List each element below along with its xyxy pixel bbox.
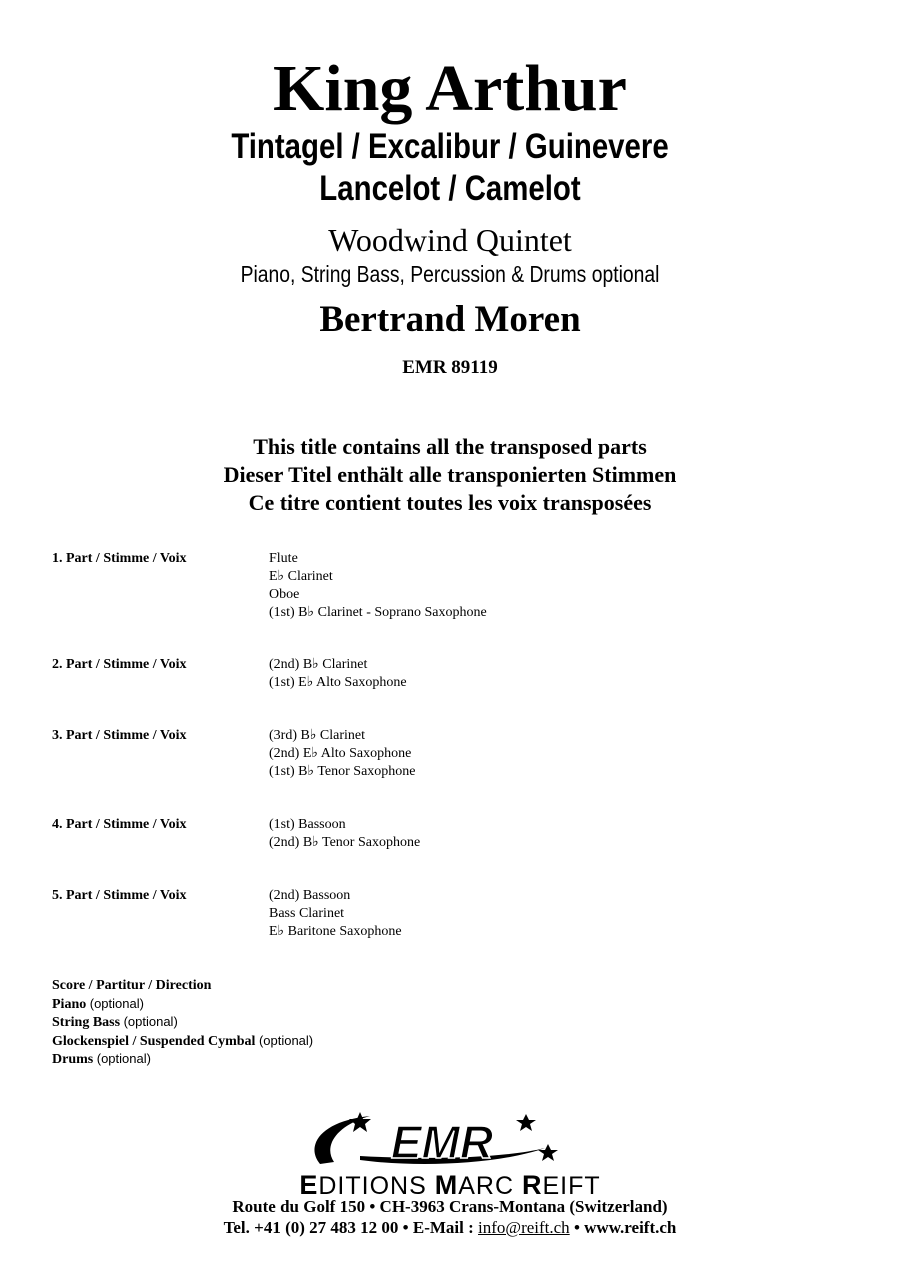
part-instrument: (1st) Bassoon xyxy=(269,817,346,832)
part-instrument: Oboe xyxy=(269,587,300,602)
star-icon xyxy=(516,1114,536,1131)
publisher-contact xyxy=(0,1217,900,1239)
part-1-label: 1. Part / Stimme / Voix xyxy=(52,551,187,566)
extra-item-note: (optional) xyxy=(89,995,144,1011)
emr-logo xyxy=(300,1106,570,1172)
extra-item xyxy=(52,1032,313,1051)
star-icon xyxy=(538,1144,558,1161)
publisher-initial-e: E xyxy=(299,1170,319,1200)
ensemble: Woodwind Quintet xyxy=(328,222,572,258)
notice-french: Ce titre contient toutes les voix transposées xyxy=(248,490,652,515)
part-instrument: (3rd) B♭ Clarinet xyxy=(269,728,366,743)
part-instrument: (2nd) B♭ Clarinet xyxy=(269,657,368,672)
publisher-initial-m: M xyxy=(434,1170,459,1200)
part-4-label: 4. Part / Stimme / Voix xyxy=(52,817,187,832)
extra-item xyxy=(52,1050,313,1069)
part-instrument: (1st) B♭ Clarinet - Soprano Saxophone xyxy=(269,605,487,620)
publisher-part-1: DITIONS xyxy=(318,1172,435,1200)
part-instrument: (2nd) B♭ Tenor Saxophone xyxy=(269,835,421,850)
part-instrument: Bass Clarinet xyxy=(269,906,345,921)
part-3-instruments xyxy=(269,727,416,781)
extra-item-note: (optional) xyxy=(258,1032,314,1048)
extra-item-name: Glockenspiel / Suspended Cymbal xyxy=(52,1033,256,1049)
part-2-label: 2. Part / Stimme / Voix xyxy=(52,657,187,672)
publisher-initial-r: R xyxy=(521,1170,543,1200)
part-4-instruments xyxy=(269,816,420,852)
subtitle-line-2: Lancelot / Camelot xyxy=(319,169,581,208)
part-instrument: (2nd) E♭ Alto Saxophone xyxy=(269,746,412,761)
subtitle-line-1: Tintagel / Excalibur / Guinevere xyxy=(231,127,669,166)
extra-item-name: Drums xyxy=(52,1052,94,1067)
notice-english: This title contains all the transposed parts xyxy=(253,434,647,459)
publisher-part-3: EIFT xyxy=(542,1172,601,1200)
part-instrument: (2nd) Bassoon xyxy=(269,888,351,903)
catalog-number: EMR 89119 xyxy=(402,357,498,378)
part-instrument: (1st) B♭ Tenor Saxophone xyxy=(269,764,416,779)
composer: Bertrand Moren xyxy=(319,299,581,340)
extra-item xyxy=(52,1013,313,1032)
optional-instruments: Piano, String Bass, Percussion & Drums optional xyxy=(240,261,660,287)
contact-website: • www.reift.ch xyxy=(569,1218,677,1237)
part-2-instruments xyxy=(269,656,407,692)
contact-phone: Tel. +41 (0) 27 483 12 00 • E-Mail : xyxy=(223,1218,479,1237)
part-instrument: Flute xyxy=(269,551,298,566)
extra-parts-list xyxy=(52,977,313,1069)
part-instrument: E♭ Clarinet xyxy=(269,569,333,584)
part-5-label: 5. Part / Stimme / Voix xyxy=(52,888,187,903)
logo-text: EMR xyxy=(390,1116,494,1168)
publisher-address: Route du Golf 150 • CH-3963 Crans-Montana (Switzerland) xyxy=(232,1197,668,1216)
extra-item-name: Piano xyxy=(52,996,87,1012)
extra-item-note: (optional) xyxy=(96,1051,151,1066)
extra-item xyxy=(52,977,313,995)
publisher-part-2: ARC xyxy=(458,1172,522,1200)
part-3-label: 3. Part / Stimme / Voix xyxy=(52,728,187,743)
notice-german: Dieser Titel enthält alle transponierten Stimmen xyxy=(223,462,677,487)
page-title: King Arthur xyxy=(273,52,627,125)
extra-item-name: Score / Partitur / Direction xyxy=(52,978,212,993)
extra-item xyxy=(52,995,313,1014)
part-instrument: (1st) E♭ Alto Saxophone xyxy=(269,675,407,690)
contact-email-link[interactable]: info@reift.ch xyxy=(478,1218,570,1237)
part-5-instruments xyxy=(269,887,402,941)
part-instrument: E♭ Baritone Saxophone xyxy=(269,924,402,939)
extra-item-note: (optional) xyxy=(123,1014,178,1029)
part-1-instruments xyxy=(269,550,487,622)
extra-item-name: String Bass xyxy=(52,1015,121,1030)
